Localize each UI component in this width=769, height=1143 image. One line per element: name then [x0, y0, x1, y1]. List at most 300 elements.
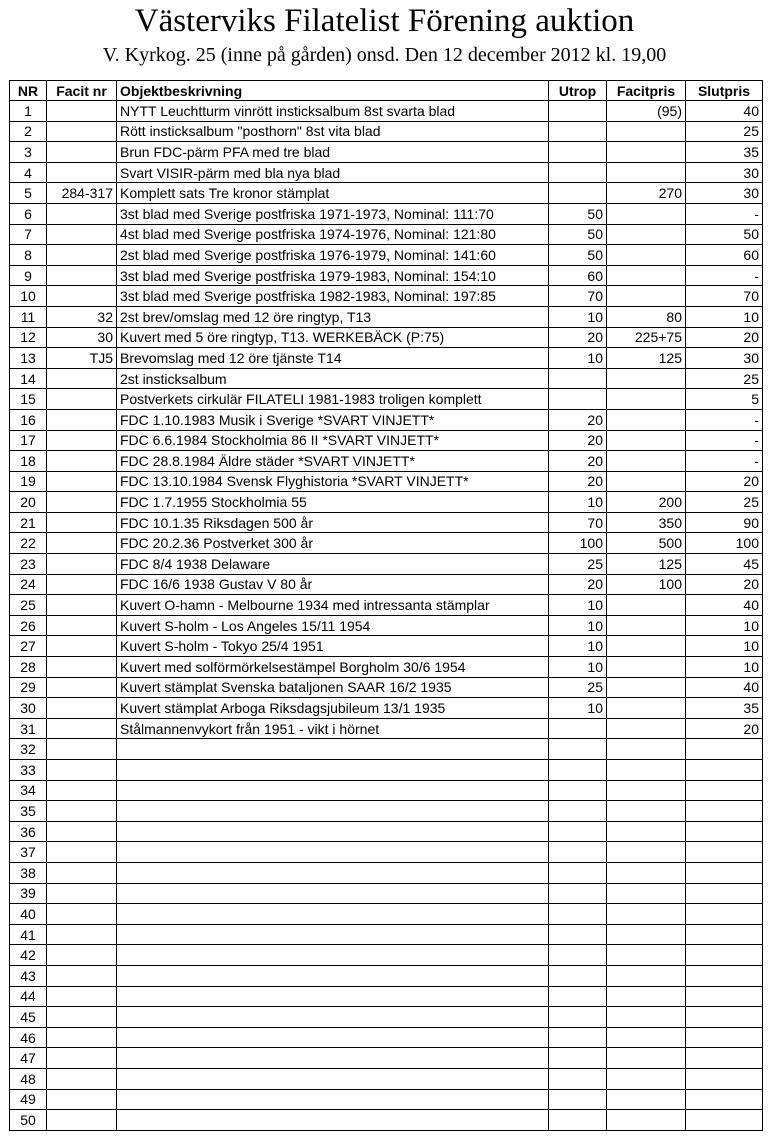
cell-facit-nr: [47, 533, 117, 554]
cell-slutpris: 10: [686, 636, 763, 657]
cell-nr: 9: [10, 265, 47, 286]
cell-utrop: [549, 904, 607, 925]
table-row: [10, 862, 763, 883]
cell-facitpris: 100: [607, 574, 686, 595]
cell-slutpris: [686, 986, 763, 1007]
cell-description: FDC 13.10.1984 Svensk Flyghistoria *SVART VINJETT*: [117, 471, 549, 492]
cell-slutpris: [686, 739, 763, 760]
cell-slutpris: [686, 1110, 763, 1131]
cell-description: 3st blad med Sverige postfriska 1982-1983, Nominal: 197:85: [117, 286, 549, 307]
cell-utrop: [549, 183, 607, 204]
table-row: [10, 121, 763, 142]
table-row: [10, 286, 763, 307]
cell-slutpris: -: [686, 409, 763, 430]
cell-facitpris: [607, 162, 686, 183]
cell-description: FDC 1.10.1983 Musik i Sverige *SVART VINJETT*: [117, 409, 549, 430]
cell-nr: 18: [10, 451, 47, 472]
cell-facit-nr: [47, 965, 117, 986]
cell-description: [117, 1027, 549, 1048]
cell-nr: 41: [10, 924, 47, 945]
cell-nr: 49: [10, 1089, 47, 1110]
cell-description: Brun FDC-pärm PFA med tre blad: [117, 142, 549, 163]
cell-nr: 43: [10, 965, 47, 986]
table-row: [10, 368, 763, 389]
cell-facitpris: [607, 842, 686, 863]
cell-slutpris: [686, 842, 763, 863]
cell-facitpris: [607, 965, 686, 986]
cell-facitpris: [607, 1110, 686, 1131]
cell-utrop: [549, 1110, 607, 1131]
cell-utrop: [549, 986, 607, 1007]
cell-description: [117, 842, 549, 863]
table-body: [10, 101, 763, 1131]
cell-slutpris: 20: [686, 718, 763, 739]
cell-slutpris: -: [686, 203, 763, 224]
cell-utrop: 70: [549, 286, 607, 307]
cell-slutpris: 25: [686, 492, 763, 513]
table-row: [10, 1068, 763, 1089]
table-row: [10, 183, 763, 204]
cell-slutpris: 90: [686, 512, 763, 533]
cell-facit-nr: [47, 904, 117, 925]
cell-facit-nr: [47, 718, 117, 739]
cell-facit-nr: [47, 739, 117, 760]
cell-slutpris: [686, 965, 763, 986]
cell-slutpris: 50: [686, 224, 763, 245]
cell-slutpris: 20: [686, 327, 763, 348]
table-row: [10, 945, 763, 966]
cell-facit-nr: [47, 1048, 117, 1069]
cell-facitpris: [607, 718, 686, 739]
cell-description: FDC 16/6 1938 Gustav V 80 år: [117, 574, 549, 595]
cell-facit-nr: [47, 1007, 117, 1028]
cell-slutpris: 35: [686, 698, 763, 719]
cell-slutpris: [686, 1048, 763, 1069]
table-row: [10, 780, 763, 801]
cell-facit-nr: [47, 1068, 117, 1089]
cell-slutpris: -: [686, 451, 763, 472]
cell-description: Kuvert med 5 öre ringtyp, T13. WERKEBÄCK (P:75): [117, 327, 549, 348]
cell-description: [117, 760, 549, 781]
cell-facitpris: [607, 1007, 686, 1028]
cell-facit-nr: [47, 698, 117, 719]
cell-facitpris: [607, 760, 686, 781]
cell-facit-nr: [47, 101, 117, 122]
table-row: [10, 1027, 763, 1048]
cell-nr: 27: [10, 636, 47, 657]
table-row: [10, 203, 763, 224]
cell-facitpris: [607, 471, 686, 492]
cell-facitpris: [607, 224, 686, 245]
cell-nr: 50: [10, 1110, 47, 1131]
cell-facitpris: 500: [607, 533, 686, 554]
cell-facit-nr: [47, 1110, 117, 1131]
cell-description: Kuvert med solförmörkelsestämpel Borgholm 30/6 1954: [117, 657, 549, 678]
cell-facit-nr: [47, 801, 117, 822]
cell-facitpris: [607, 286, 686, 307]
cell-slutpris: [686, 801, 763, 822]
cell-description: [117, 924, 549, 945]
cell-utrop: 10: [549, 492, 607, 513]
cell-facit-nr: [47, 615, 117, 636]
cell-description: Komplett sats Tre kronor stämplat: [117, 183, 549, 204]
cell-description: FDC 6.6.1984 Stockholmia 86 II *SVART VINJETT*: [117, 430, 549, 451]
cell-slutpris: [686, 883, 763, 904]
header-row: [10, 81, 763, 101]
table-row: [10, 162, 763, 183]
cell-facitpris: [607, 739, 686, 760]
table-row: [10, 430, 763, 451]
cell-description: [117, 965, 549, 986]
cell-facitpris: [607, 698, 686, 719]
cell-facit-nr: TJ5: [47, 348, 117, 369]
table-row: [10, 677, 763, 698]
page-title: Västerviks Filatelist Förening auktion: [134, 3, 635, 39]
cell-utrop: 20: [549, 409, 607, 430]
cell-utrop: 25: [549, 554, 607, 575]
cell-nr: 11: [10, 306, 47, 327]
cell-nr: 22: [10, 533, 47, 554]
cell-nr: 47: [10, 1048, 47, 1069]
cell-slutpris: [686, 904, 763, 925]
cell-description: 2st insticksalbum: [117, 368, 549, 389]
cell-facit-nr: [47, 451, 117, 472]
cell-description: [117, 1089, 549, 1110]
table-row: [10, 904, 763, 925]
table-row: [10, 409, 763, 430]
cell-slutpris: [686, 945, 763, 966]
cell-nr: 17: [10, 430, 47, 451]
cell-utrop: 100: [549, 533, 607, 554]
cell-nr: 20: [10, 492, 47, 513]
cell-slutpris: [686, 760, 763, 781]
table-row: [10, 512, 763, 533]
cell-nr: 4: [10, 162, 47, 183]
cell-facitpris: [607, 677, 686, 698]
cell-utrop: 60: [549, 265, 607, 286]
cell-facit-nr: [47, 203, 117, 224]
cell-nr: 33: [10, 760, 47, 781]
cell-utrop: [549, 862, 607, 883]
cell-slutpris: 25: [686, 368, 763, 389]
cell-utrop: [549, 142, 607, 163]
cell-nr: 3: [10, 142, 47, 163]
column-header-nr: NR: [10, 81, 47, 101]
cell-slutpris: 5: [686, 389, 763, 410]
cell-facit-nr: [47, 1089, 117, 1110]
table-row: [10, 142, 763, 163]
cell-utrop: 10: [549, 595, 607, 616]
table-row: [10, 306, 763, 327]
table-row: [10, 265, 763, 286]
cell-description: Kuvert stämplat Arboga Riksdagsjubileum 13/1 1935: [117, 698, 549, 719]
cell-slutpris: [686, 780, 763, 801]
cell-utrop: 20: [549, 430, 607, 451]
cell-facitpris: 125: [607, 554, 686, 575]
cell-slutpris: [686, 924, 763, 945]
cell-nr: 44: [10, 986, 47, 1007]
cell-facitpris: [607, 409, 686, 430]
cell-facit-nr: [47, 595, 117, 616]
cell-utrop: 10: [549, 657, 607, 678]
table-row: [10, 698, 763, 719]
cell-utrop: [549, 883, 607, 904]
table-row: [10, 965, 763, 986]
cell-facitpris: [607, 615, 686, 636]
table-row: [10, 883, 763, 904]
cell-nr: 16: [10, 409, 47, 430]
cell-utrop: [549, 121, 607, 142]
table-row: [10, 615, 763, 636]
cell-facit-nr: [47, 409, 117, 430]
cell-description: FDC 8/4 1938 Delaware: [117, 554, 549, 575]
auction-table: [9, 80, 763, 1131]
cell-utrop: [549, 1089, 607, 1110]
cell-facit-nr: [47, 1027, 117, 1048]
cell-slutpris: [686, 1089, 763, 1110]
cell-facit-nr: [47, 224, 117, 245]
cell-description: [117, 1110, 549, 1131]
table-row: [10, 821, 763, 842]
cell-slutpris: 40: [686, 595, 763, 616]
cell-slutpris: -: [686, 265, 763, 286]
table-row: [10, 718, 763, 739]
cell-facitpris: [607, 924, 686, 945]
cell-nr: 1: [10, 101, 47, 122]
cell-description: 2st brev/omslag med 12 öre ringtyp, T13: [117, 306, 549, 327]
cell-slutpris: 70: [686, 286, 763, 307]
cell-nr: 40: [10, 904, 47, 925]
page-subtitle: V. Kyrkog. 25 (inne på gården) onsd. Den 12 december 2012 kl. 19,00: [102, 44, 667, 66]
cell-nr: 23: [10, 554, 47, 575]
cell-utrop: [549, 801, 607, 822]
cell-nr: 21: [10, 512, 47, 533]
cell-nr: 24: [10, 574, 47, 595]
cell-nr: 30: [10, 698, 47, 719]
cell-facit-nr: [47, 430, 117, 451]
cell-utrop: 70: [549, 512, 607, 533]
table-row: [10, 451, 763, 472]
cell-facitpris: [607, 389, 686, 410]
table-row: [10, 1110, 763, 1131]
cell-facit-nr: [47, 554, 117, 575]
column-header-description: Objektbeskrivning: [117, 81, 549, 101]
cell-utrop: [549, 1068, 607, 1089]
cell-facitpris: [607, 821, 686, 842]
cell-facit-nr: [47, 780, 117, 801]
cell-slutpris: 10: [686, 306, 763, 327]
cell-facitpris: [607, 451, 686, 472]
cell-description: [117, 801, 549, 822]
cell-facitpris: 270: [607, 183, 686, 204]
cell-facitpris: (95): [607, 101, 686, 122]
cell-facit-nr: [47, 862, 117, 883]
cell-facitpris: [607, 203, 686, 224]
cell-facitpris: [607, 904, 686, 925]
cell-utrop: [549, 718, 607, 739]
cell-slutpris: [686, 1068, 763, 1089]
cell-nr: 34: [10, 780, 47, 801]
cell-facit-nr: [47, 657, 117, 678]
cell-slutpris: 10: [686, 657, 763, 678]
cell-description: NYTT Leuchtturm vinrött insticksalbum 8st svarta blad: [117, 101, 549, 122]
cell-facitpris: [607, 883, 686, 904]
cell-slutpris: 100: [686, 533, 763, 554]
cell-facit-nr: 284-317: [47, 183, 117, 204]
table-row: [10, 657, 763, 678]
table-row: [10, 327, 763, 348]
column-header-utrop: Utrop: [549, 81, 607, 101]
cell-utrop: [549, 821, 607, 842]
table-row: [10, 924, 763, 945]
cell-nr: 37: [10, 842, 47, 863]
cell-nr: 32: [10, 739, 47, 760]
cell-slutpris: [686, 1027, 763, 1048]
cell-nr: 29: [10, 677, 47, 698]
cell-description: 3st blad med Sverige postfriska 1971-1973, Nominal: 111:70: [117, 203, 549, 224]
cell-nr: 5: [10, 183, 47, 204]
cell-nr: 42: [10, 945, 47, 966]
cell-facitpris: [607, 142, 686, 163]
cell-facitpris: 80: [607, 306, 686, 327]
cell-description: [117, 883, 549, 904]
cell-description: FDC 28.8.1984 Äldre städer *SVART VINJETT*: [117, 451, 549, 472]
cell-utrop: 20: [549, 574, 607, 595]
cell-facit-nr: [47, 883, 117, 904]
cell-nr: 35: [10, 801, 47, 822]
table-row: [10, 554, 763, 575]
cell-description: [117, 904, 549, 925]
cell-slutpris: [686, 1007, 763, 1028]
cell-slutpris: [686, 862, 763, 883]
cell-nr: 7: [10, 224, 47, 245]
cell-description: Kuvert O-hamn - Melbourne 1934 med intressanta stämplar: [117, 595, 549, 616]
cell-nr: 36: [10, 821, 47, 842]
cell-slutpris: 40: [686, 677, 763, 698]
cell-facit-nr: [47, 924, 117, 945]
cell-nr: 48: [10, 1068, 47, 1089]
cell-slutpris: 30: [686, 183, 763, 204]
cell-facitpris: [607, 368, 686, 389]
cell-nr: 6: [10, 203, 47, 224]
cell-facit-nr: [47, 945, 117, 966]
cell-description: [117, 780, 549, 801]
table-row: [10, 1089, 763, 1110]
table-row: [10, 1007, 763, 1028]
cell-facitpris: [607, 121, 686, 142]
cell-slutpris: 40: [686, 101, 763, 122]
cell-slutpris: 60: [686, 245, 763, 266]
cell-description: Kuvert stämplat Svenska bataljonen SAAR 16/2 1935: [117, 677, 549, 698]
cell-description: Kuvert S-holm - Los Angeles 15/11 1954: [117, 615, 549, 636]
cell-utrop: [549, 368, 607, 389]
cell-slutpris: [686, 821, 763, 842]
cell-utrop: [549, 965, 607, 986]
cell-facitpris: 200: [607, 492, 686, 513]
cell-slutpris: 35: [686, 142, 763, 163]
cell-facit-nr: [47, 121, 117, 142]
cell-description: [117, 862, 549, 883]
cell-nr: 31: [10, 718, 47, 739]
cell-facitpris: 125: [607, 348, 686, 369]
cell-slutpris: 20: [686, 471, 763, 492]
cell-description: [117, 821, 549, 842]
cell-utrop: 50: [549, 245, 607, 266]
column-header-slutpris: Slutpris: [686, 81, 763, 101]
cell-utrop: [549, 1027, 607, 1048]
cell-facitpris: 350: [607, 512, 686, 533]
cell-utrop: [549, 101, 607, 122]
cell-facitpris: [607, 1068, 686, 1089]
cell-description: [117, 1068, 549, 1089]
cell-utrop: 20: [549, 471, 607, 492]
cell-utrop: [549, 842, 607, 863]
cell-slutpris: 30: [686, 348, 763, 369]
cell-description: FDC 1.7.1955 Stockholmia 55: [117, 492, 549, 513]
cell-facit-nr: [47, 492, 117, 513]
table-row: [10, 801, 763, 822]
cell-facit-nr: [47, 512, 117, 533]
table-row: [10, 224, 763, 245]
cell-nr: 19: [10, 471, 47, 492]
cell-description: Kuvert S-holm - Tokyo 25/4 1951: [117, 636, 549, 657]
table-row: [10, 348, 763, 369]
cell-utrop: 10: [549, 636, 607, 657]
cell-description: [117, 1007, 549, 1028]
cell-utrop: 10: [549, 615, 607, 636]
cell-facitpris: [607, 986, 686, 1007]
cell-utrop: [549, 739, 607, 760]
cell-nr: 10: [10, 286, 47, 307]
table-row: [10, 245, 763, 266]
cell-utrop: 25: [549, 677, 607, 698]
cell-slutpris: 10: [686, 615, 763, 636]
cell-slutpris: -: [686, 430, 763, 451]
cell-facit-nr: [47, 842, 117, 863]
cell-facitpris: [607, 1089, 686, 1110]
cell-description: [117, 739, 549, 760]
cell-facitpris: [607, 636, 686, 657]
table-row: [10, 636, 763, 657]
cell-nr: 46: [10, 1027, 47, 1048]
table-row: [10, 739, 763, 760]
cell-facitpris: [607, 265, 686, 286]
cell-description: 2st blad med Sverige postfriska 1976-1979, Nominal: 141:60: [117, 245, 549, 266]
column-header-facitpris: Facitpris: [607, 81, 686, 101]
cell-description: Rött insticksalbum "posthorn" 8st vita blad: [117, 121, 549, 142]
cell-description: Postverkets cirkulär FILATELI 1981-1983 troligen komplett: [117, 389, 549, 410]
cell-facit-nr: [47, 265, 117, 286]
table-row: [10, 492, 763, 513]
cell-facitpris: [607, 245, 686, 266]
cell-nr: 45: [10, 1007, 47, 1028]
cell-facit-nr: [47, 471, 117, 492]
cell-facit-nr: [47, 760, 117, 781]
cell-facit-nr: [47, 368, 117, 389]
cell-utrop: [549, 760, 607, 781]
cell-utrop: [549, 945, 607, 966]
cell-facitpris: [607, 801, 686, 822]
cell-nr: 15: [10, 389, 47, 410]
cell-facit-nr: 30: [47, 327, 117, 348]
table-row: [10, 1048, 763, 1069]
table-row: [10, 986, 763, 1007]
cell-facit-nr: [47, 821, 117, 842]
cell-facitpris: [607, 430, 686, 451]
cell-nr: 8: [10, 245, 47, 266]
table-row: [10, 389, 763, 410]
cell-utrop: [549, 1048, 607, 1069]
